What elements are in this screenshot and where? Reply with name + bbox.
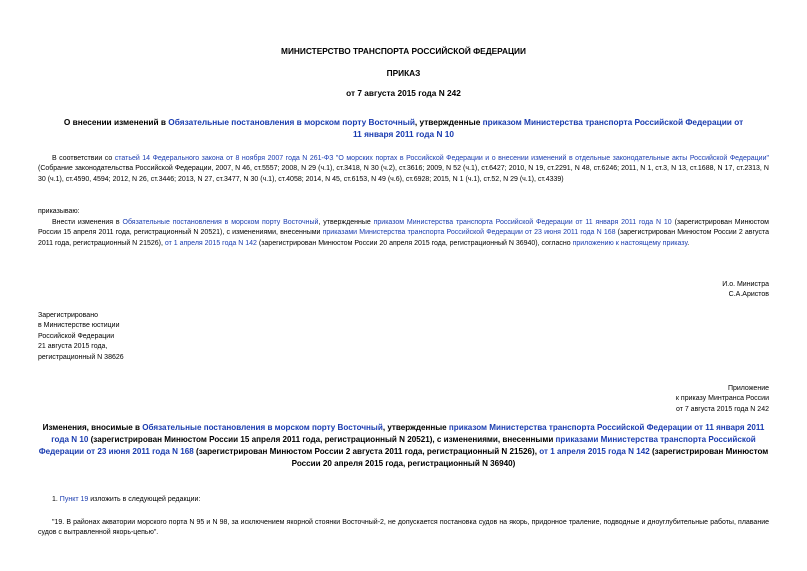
changes-text-3: (зарегистрирован Минюстом России 15 апреля 2011 года, регистрационный N 20521), с изменениями, внесенными bbox=[88, 435, 556, 444]
order-text-4: (зарегистрирован Минюстом России 2 августа 2011 года, регистрационный N 21526), bbox=[38, 229, 769, 247]
appendix-line: от 7 августа 2015 года N 242 bbox=[675, 405, 769, 413]
basis-text-2: (Собрание законодательства Российской Федерации, 2007, N 46, ст.5557; 2008, N 29 (ч.1), ст.3418, N 30 (ч.2), ст.3616; 2009, N 52 (ч.1), ст.6427; 2010, N 19, ст.2291, N 48, ст.6246; 2011, N 1, ст.3, N 13, ст.1688, N 17, ст.2313, N 30 (ч.1), ст.4590, 4594; 2012, N 26, ст.3446; 2013, N 27, ст.3477, N 30 (ч.1), ст.4058; 2014, N 45, ст.6153, N 49 (ч.6), ст.6928; 2015, N 1 (ч.1), ст.52, N 29 (ч.1), ст.4339) bbox=[38, 165, 769, 183]
title-link-regulations[interactable]: Обязательные постановления в морском порту Восточный bbox=[168, 117, 415, 127]
legal-basis-paragraph bbox=[38, 154, 769, 185]
order-text-2: , утвержденные bbox=[318, 219, 374, 226]
registration-line: Зарегистрировано bbox=[38, 312, 98, 319]
title-text-1: О внесении изменений в bbox=[63, 117, 169, 127]
registration-block bbox=[38, 311, 124, 363]
changes-text-1: Изменения, вносимые в bbox=[42, 423, 143, 432]
order-paragraph bbox=[38, 218, 769, 249]
order-link-order-168[interactable]: приказами Министерства транспорта Российской Федерации от 23 июня 2011 года N 168 bbox=[322, 229, 616, 237]
document-title bbox=[60, 116, 747, 140]
order-text-1: Внести изменения в bbox=[52, 219, 123, 226]
appendix-line: Приложение bbox=[727, 385, 769, 392]
changes-text-4: (зарегистрирован Минюстом России 2 августа 2011 года, регистрационный N 21526), bbox=[193, 447, 540, 456]
order-link-regulations[interactable]: Обязательные постановления в морском порту Восточный bbox=[122, 219, 319, 226]
changes-link-order-168[interactable]: приказами Министерства транспорта Российской Федерации от 23 июня 2011 года N 168 bbox=[38, 435, 756, 456]
signature-position: И.о. Министра bbox=[722, 281, 769, 288]
appendix-block bbox=[676, 384, 769, 415]
document-date-number: от 7 августа 2015 года N 242 bbox=[346, 88, 461, 98]
changes-text-2: , утвержденные bbox=[382, 423, 449, 432]
changes-text-5: (зарегистрирован Минюстом России 20 апреля 2015 года, регистрационный N 36940) bbox=[291, 447, 769, 468]
order-text-5: (зарегистрирован Минюстом России 20 апреля 2015 года, регистрационный N 36940), согласно bbox=[256, 239, 573, 247]
appendix-line: к приказу Минтранса России bbox=[675, 395, 769, 403]
order-link-appendix[interactable]: приложению к настоящему приказу bbox=[572, 239, 688, 247]
order-link-order-10[interactable]: приказом Министерства транспорта Российской Федерации от 11 января 2011 года N 10 bbox=[373, 219, 672, 226]
title-link-order[interactable]: приказом Министерства транспорта Российской Федерации от 11 января 2011 года N 10 bbox=[353, 117, 744, 139]
item-number: 1. bbox=[52, 496, 60, 503]
ministry-heading: МИНИСТЕРСТВО ТРАНСПОРТА РОССИЙСКОЙ ФЕДЕРАЦИИ bbox=[281, 46, 526, 56]
order-text-3: (зарегистрирован Минюстом России 15 апреля 2011 года, регистрационный N 20521), с изменениями, внесенными bbox=[38, 219, 769, 237]
signature-name: С.А.Аристов bbox=[728, 291, 769, 299]
changes-link-regulations[interactable]: Обязательные постановления в морском порту Восточный bbox=[142, 423, 383, 432]
title-text-2: , утвержденные bbox=[414, 117, 483, 127]
changes-heading bbox=[38, 422, 769, 470]
change-item-1 bbox=[52, 495, 200, 505]
order-text-6: . bbox=[687, 239, 690, 247]
item-text: изложить в следующей редакции: bbox=[88, 496, 201, 503]
basis-text-1: В соответствии со bbox=[52, 155, 115, 162]
changes-link-order-10[interactable]: приказом Министерства транспорта Российской Федерации от 11 января 2011 года N 10 bbox=[51, 423, 765, 444]
registration-line: Российской Федерации bbox=[38, 332, 115, 340]
basis-link-federal-law[interactable]: статьей 14 Федерального закона от 8 ноября 2007 года N 261-ФЗ "О морских портах в Российской Федерации и о внесении изменений в отдельные законодательные акты Российской Федерации" bbox=[114, 155, 769, 162]
registration-line: в Министерстве юстиции bbox=[38, 322, 120, 330]
item-link-clause-19[interactable]: Пункт 19 bbox=[59, 496, 89, 503]
registration-line: регистрационный N 38626 bbox=[38, 353, 124, 361]
changes-link-order-142[interactable]: от 1 апреля 2015 года N 142 bbox=[539, 447, 650, 456]
order-link-order-142[interactable]: от 1 апреля 2015 года N 142 bbox=[164, 239, 257, 247]
registration-line: 21 августа 2015 года, bbox=[38, 343, 108, 351]
document-type: ПРИКАЗ bbox=[386, 68, 421, 78]
order-word: приказываю: bbox=[38, 208, 80, 215]
signature-block bbox=[722, 280, 769, 301]
new-clause-quote: "19. В районах акватории морского порта N 95 и N 98, за исключением якорной стоянки Восточный-2, не допускается постановка судов на якорь, придонное траление, подводные и дноуглубительные работы, плавание судов с вытравленной якорь-цепью". bbox=[38, 519, 769, 536]
